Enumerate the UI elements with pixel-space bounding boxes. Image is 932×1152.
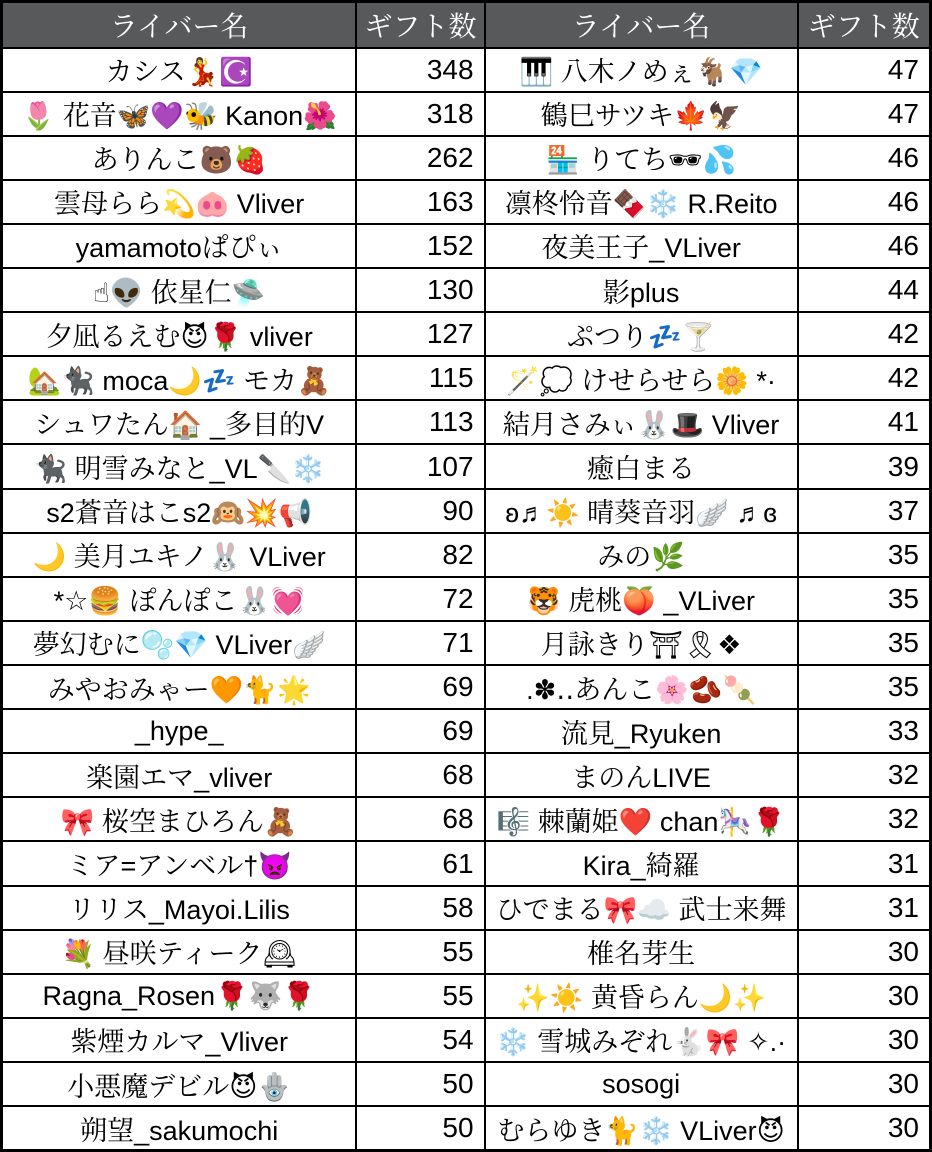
gift-count-cell-right: 39 (798, 444, 931, 488)
streamer-name-cell-right: ひでまる🎀☁️ 武士来舞 (485, 886, 798, 930)
streamer-name-cell-right: 影plus (485, 268, 798, 312)
streamer-name-cell-right: 凛柊怜音🍫❄️ R.Reito (485, 180, 798, 224)
streamer-name-cell-right: ʚ♬☀️ 晴葵音羽🪽 ♬ɞ (485, 489, 798, 533)
gift-count-cell-right: 46 (798, 224, 931, 268)
table-row (2, 797, 931, 841)
gift-count-cell-left: 90 (356, 489, 484, 533)
gift-count-cell-left: 113 (356, 400, 484, 444)
streamer-name-cell-right: 流見_Ryuken (485, 709, 798, 753)
streamer-name-cell-right: 結月さみぃ🐰🎩 Vliver (485, 400, 798, 444)
gift-count-cell-left: 152 (356, 224, 484, 268)
streamer-name-cell-left: 🎀 桜空まひろん🧸 (2, 797, 357, 841)
gift-count-cell-right: 32 (798, 753, 931, 797)
streamer-name-cell-right: 椎名芽生 (485, 930, 798, 974)
streamer-name-cell-right: 🏪 りてち🕶💦 (485, 136, 798, 180)
gift-count-cell-right: 35 (798, 533, 931, 577)
header-liver-name-left: ライバー名 (2, 2, 357, 48)
streamer-name-cell-left: カシス💃☪️ (2, 48, 357, 92)
gift-count-cell-left: 72 (356, 577, 484, 621)
gift-count-cell-right: 30 (798, 1018, 931, 1062)
streamer-name-cell-left: 🌷 花音🦋💜🐝 Kanon🌺 (2, 92, 357, 136)
streamer-name-cell-left: s2蒼音はこs2🙉💥📢 (2, 489, 357, 533)
streamer-name-cell-left: ミア=アンベル†👿 (2, 841, 357, 885)
gift-count-cell-left: 262 (356, 136, 484, 180)
gift-count-cell-right: 42 (798, 312, 931, 356)
streamer-name-cell-left: 🏡🐈‍⬛ moca🌙💤 モカ🧸 (2, 356, 357, 400)
gift-count-cell-right: 31 (798, 886, 931, 930)
gift-count-cell-left: 107 (356, 444, 484, 488)
table-row (2, 974, 931, 1018)
table-body (2, 48, 931, 1151)
gift-count-cell-right: 30 (798, 1106, 931, 1150)
streamer-name-cell-right: むらゆき🐈❄️ VLiver😈 (485, 1106, 798, 1150)
gift-count-cell-left: 82 (356, 533, 484, 577)
streamer-name-cell-left: _hype_ (2, 709, 357, 753)
table-row (2, 533, 931, 577)
streamer-name-cell-right: ぷつり💤🍸 (485, 312, 798, 356)
gift-count-cell-left: 55 (356, 930, 484, 974)
gift-count-cell-right: 30 (798, 930, 931, 974)
streamer-name-cell-right: 🪄💭 けせらせら🌼 *· (485, 356, 798, 400)
table-row (2, 930, 931, 974)
table-row (2, 1018, 931, 1062)
table-row (2, 180, 931, 224)
table-row (2, 1106, 931, 1150)
table-row (2, 136, 931, 180)
streamer-name-cell-right: sosogi (485, 1062, 798, 1106)
gift-count-cell-left: 61 (356, 841, 484, 885)
gift-count-cell-left: 58 (356, 886, 484, 930)
gift-count-cell-left: 115 (356, 356, 484, 400)
streamer-name-cell-right: 🎼 棘蘭姫❤️ chan🎠🌹 (485, 797, 798, 841)
gift-count-cell-right: 35 (798, 577, 931, 621)
table-row (2, 665, 931, 709)
streamer-name-cell-left: 🐈‍⬛ 明雪みなと_VL🔪❄️ (2, 444, 357, 488)
table-row (2, 48, 931, 92)
table-row (2, 621, 931, 665)
gift-count-cell-right: 30 (798, 974, 931, 1018)
gift-count-cell-left: 50 (356, 1062, 484, 1106)
streamer-name-cell-left: みやおみゃー🧡🐈🌟 (2, 665, 357, 709)
gift-count-cell-left: 69 (356, 709, 484, 753)
gift-count-cell-left: 54 (356, 1018, 484, 1062)
gift-count-cell-left: 163 (356, 180, 484, 224)
gift-count-cell-right: 35 (798, 665, 931, 709)
gift-count-cell-left: 68 (356, 797, 484, 841)
table-row (2, 753, 931, 797)
gift-count-cell-right: 44 (798, 268, 931, 312)
streamer-name-cell-left: 夢幻むに🫧💎 VLiver🪽 (2, 621, 357, 665)
header-gift-count-right: ギフト数 (798, 2, 931, 48)
gift-count-cell-right: 37 (798, 489, 931, 533)
gift-count-cell-left: 348 (356, 48, 484, 92)
gift-count-cell-right: 35 (798, 621, 931, 665)
streamer-name-cell-left: 雲母らら💫🐽 Vliver (2, 180, 357, 224)
gift-count-cell-left: 127 (356, 312, 484, 356)
streamer-name-cell-left: 紫煙カルマ_Vliver (2, 1018, 357, 1062)
streamer-name-cell-left: *☆🍔 ぽんぽこ🐰💓 (2, 577, 357, 621)
streamer-name-cell-left: yamamotoぱぴぃ (2, 224, 357, 268)
table-row (2, 577, 931, 621)
table-row (2, 92, 931, 136)
streamer-name-cell-right: 月詠きり⛩︎🎗❖ (485, 621, 798, 665)
streamer-name-cell-left: 朔望_sakumochi (2, 1106, 357, 1150)
table-row (2, 1062, 931, 1106)
streamer-name-cell-right: 🐯 虎桃🍑 _VLiver (485, 577, 798, 621)
table-row (2, 841, 931, 885)
streamer-name-cell-right: Kira_綺羅 (485, 841, 798, 885)
table-row (2, 268, 931, 312)
gift-count-cell-left: 130 (356, 268, 484, 312)
table-row (2, 312, 931, 356)
gift-count-cell-right: 46 (798, 180, 931, 224)
gift-count-cell-right: 47 (798, 92, 931, 136)
table-row (2, 709, 931, 753)
streamer-name-cell-left: ☝︎👽 依星仁🛸 (2, 268, 357, 312)
table-row (2, 886, 931, 930)
gift-count-cell-left: 69 (356, 665, 484, 709)
streamer-name-cell-left: Ragna_Rosen🌹🐺🌹 (2, 974, 357, 1018)
streamer-name-cell-right: 鶴巳サツキ🍁🦅 (485, 92, 798, 136)
gift-count-cell-right: 46 (798, 136, 931, 180)
streamer-name-cell-right: 🎹 八木ノめぇ🐐💎 (485, 48, 798, 92)
gift-count-cell-right: 41 (798, 400, 931, 444)
streamer-name-cell-left: 楽園エマ_vliver (2, 753, 357, 797)
header-gift-count-left: ギフト数 (356, 2, 484, 48)
streamer-name-cell-right: みの🌿 (485, 533, 798, 577)
streamer-name-cell-right: まのんLIVE (485, 753, 798, 797)
table-row (2, 489, 931, 533)
table-header-row (2, 2, 931, 48)
table-row (2, 444, 931, 488)
gift-count-cell-right: 47 (798, 48, 931, 92)
table-row (2, 356, 931, 400)
gift-count-cell-left: 55 (356, 974, 484, 1018)
streamer-name-cell-left: ありんこ🐻🍓 (2, 136, 357, 180)
gift-count-cell-left: 71 (356, 621, 484, 665)
streamer-name-cell-right: 癒白まる (485, 444, 798, 488)
streamer-name-cell-left: 夕凪るえむ😈🌹 vliver (2, 312, 357, 356)
gift-count-cell-right: 33 (798, 709, 931, 753)
gift-count-cell-left: 50 (356, 1106, 484, 1150)
table-row (2, 224, 931, 268)
streamer-name-cell-left: リリス_Mayoi.Lilis (2, 886, 357, 930)
gift-count-cell-right: 32 (798, 797, 931, 841)
header-liver-name-right: ライバー名 (485, 2, 798, 48)
streamer-name-cell-right: ❄️ 雪城みぞれ🐇🎀 ✧.· (485, 1018, 798, 1062)
gift-count-cell-right: 30 (798, 1062, 931, 1106)
gift-count-cell-right: 31 (798, 841, 931, 885)
gift-count-cell-right: 42 (798, 356, 931, 400)
streamer-name-cell-right: 夜美王子_VLiver (485, 224, 798, 268)
gift-count-cell-left: 318 (356, 92, 484, 136)
table-row (2, 400, 931, 444)
streamer-name-cell-left: 🌙 美月ユキノ🐰 VLiver (2, 533, 357, 577)
gift-count-cell-left: 68 (356, 753, 484, 797)
streamer-name-cell-right: .✽‥あんこ🌸🫘🍡 (485, 665, 798, 709)
streamer-name-cell-right: ✨☀️ 黄昏らん🌙✨ (485, 974, 798, 1018)
streamer-name-cell-left: シュワたん🏠 _多目的V (2, 400, 357, 444)
streamer-name-cell-left: 💐 昼咲ティーク🕰 (2, 930, 357, 974)
streamer-name-cell-left: 小悪魔デビル😈🪬 (2, 1062, 357, 1106)
